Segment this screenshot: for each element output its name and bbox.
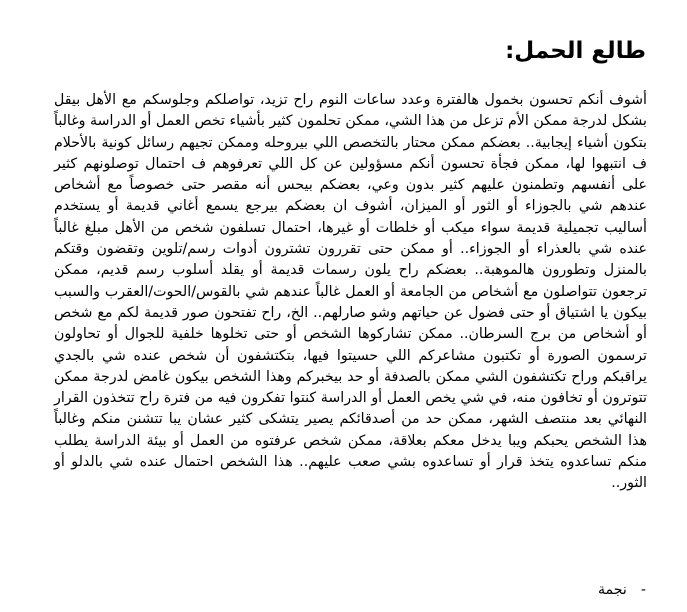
signature-name: نجمة xyxy=(597,582,627,598)
signature-line xyxy=(598,580,646,600)
document-title: طالع الحمل: xyxy=(505,38,646,64)
horoscope-body-text: أشوف أنكم تحسون بخمول هالفترة وعدد ساعات النوم راح تزيد، تواصلكم وجلوسكم مع الأهل بيقل بشكل لدرجة ممكن الأم تزعل من هذا الشي، ممكن تحلمون كثير بأشياء تخص العمل أو الدراسة وغالباً بتكون أشياء إيجابية.. بعضكم ممكن محتار بالتخصص اللي بيروحله وممكن تجيهم رسائل كونية بالأحلام ف انتبهوا لها، ممكن فجأة تحسون أنكم مسؤولين عن كل اللي تعرفوهم ف احتمال توصلونهم كثير على أنفسهم وتطمنون عليهم كثير بدون وعي، بعضكم بيحس أنه مقصر حتى خصوصاً مع أشخاص عندهم شي بالجوزاء أو الثور أو الميزان، أشوف ان بعضكم بيرجع يسمع أغاني قديمة أو يستخدم أساليب تجميلية قديمة سواء ميكب أو خلطات أو غيرها، احتمال تسلفون شخص من الأهل مبلغ غالباً عنده شي بالعذراء أو الجوزاء.. أو ممكن حتى تقررون تشترون أدوات رسم/تلوين وتقضون وقتكم بالمنزل وتطورون هالموهبة.. بعضكم راح يلون رسمات قديمة أو يقلد أسلوب رسم قديم، ممكن ترجعون تتواصلون مع أشخاص من الجامعة أو العمل غالباً عندهم شي بالقوس/الحوت/العقرب والسبب بيكون يا اشتياق أو حتى فضول عن حياتهم وشو صارلهم.. الخ، راح تفتحون صور قديمة لكم مع شخص أو أشخاص من برج السرطان.. ممكن تشاركوها الشخص أو حتى تخلوها خلفية للجوال أو تحاولون ترسمون الصورة أو تكتبون مشاعركم اللي حسيتوا فيها، بتكتشفون أن شخص عنده شي بالجدي يراقبكم وراح تكتشفون الشي ممكن بالصدفة أو حد بيخبركم وهذا الشخص بيكون غامض لدرجة ممكن تتوترون أو تخافون منه، في شي يخص العمل أو الدراسة كنتوا تفكرون فيه من فترة راح تتخذون القرار النهائي بعد منتصف الشهر، ممكن حد من أصدقائكم يصير يتشكى كثير عشان يبا تتشنن منكم وغالباً هذا الشخص يحبكم ويبا يدخل معكم بعلاقة، ممكن شخص عرفتوه من العمل أو بيئة الدراسة يطلب منكم تساعدوه يتخذ قرار أو تساعدوه بشي صعب عليهم.. هذا الشخص احتمال عنده شي بالدلو أو الثور.. xyxy=(54,92,647,492)
signature-dash: - xyxy=(640,582,646,598)
